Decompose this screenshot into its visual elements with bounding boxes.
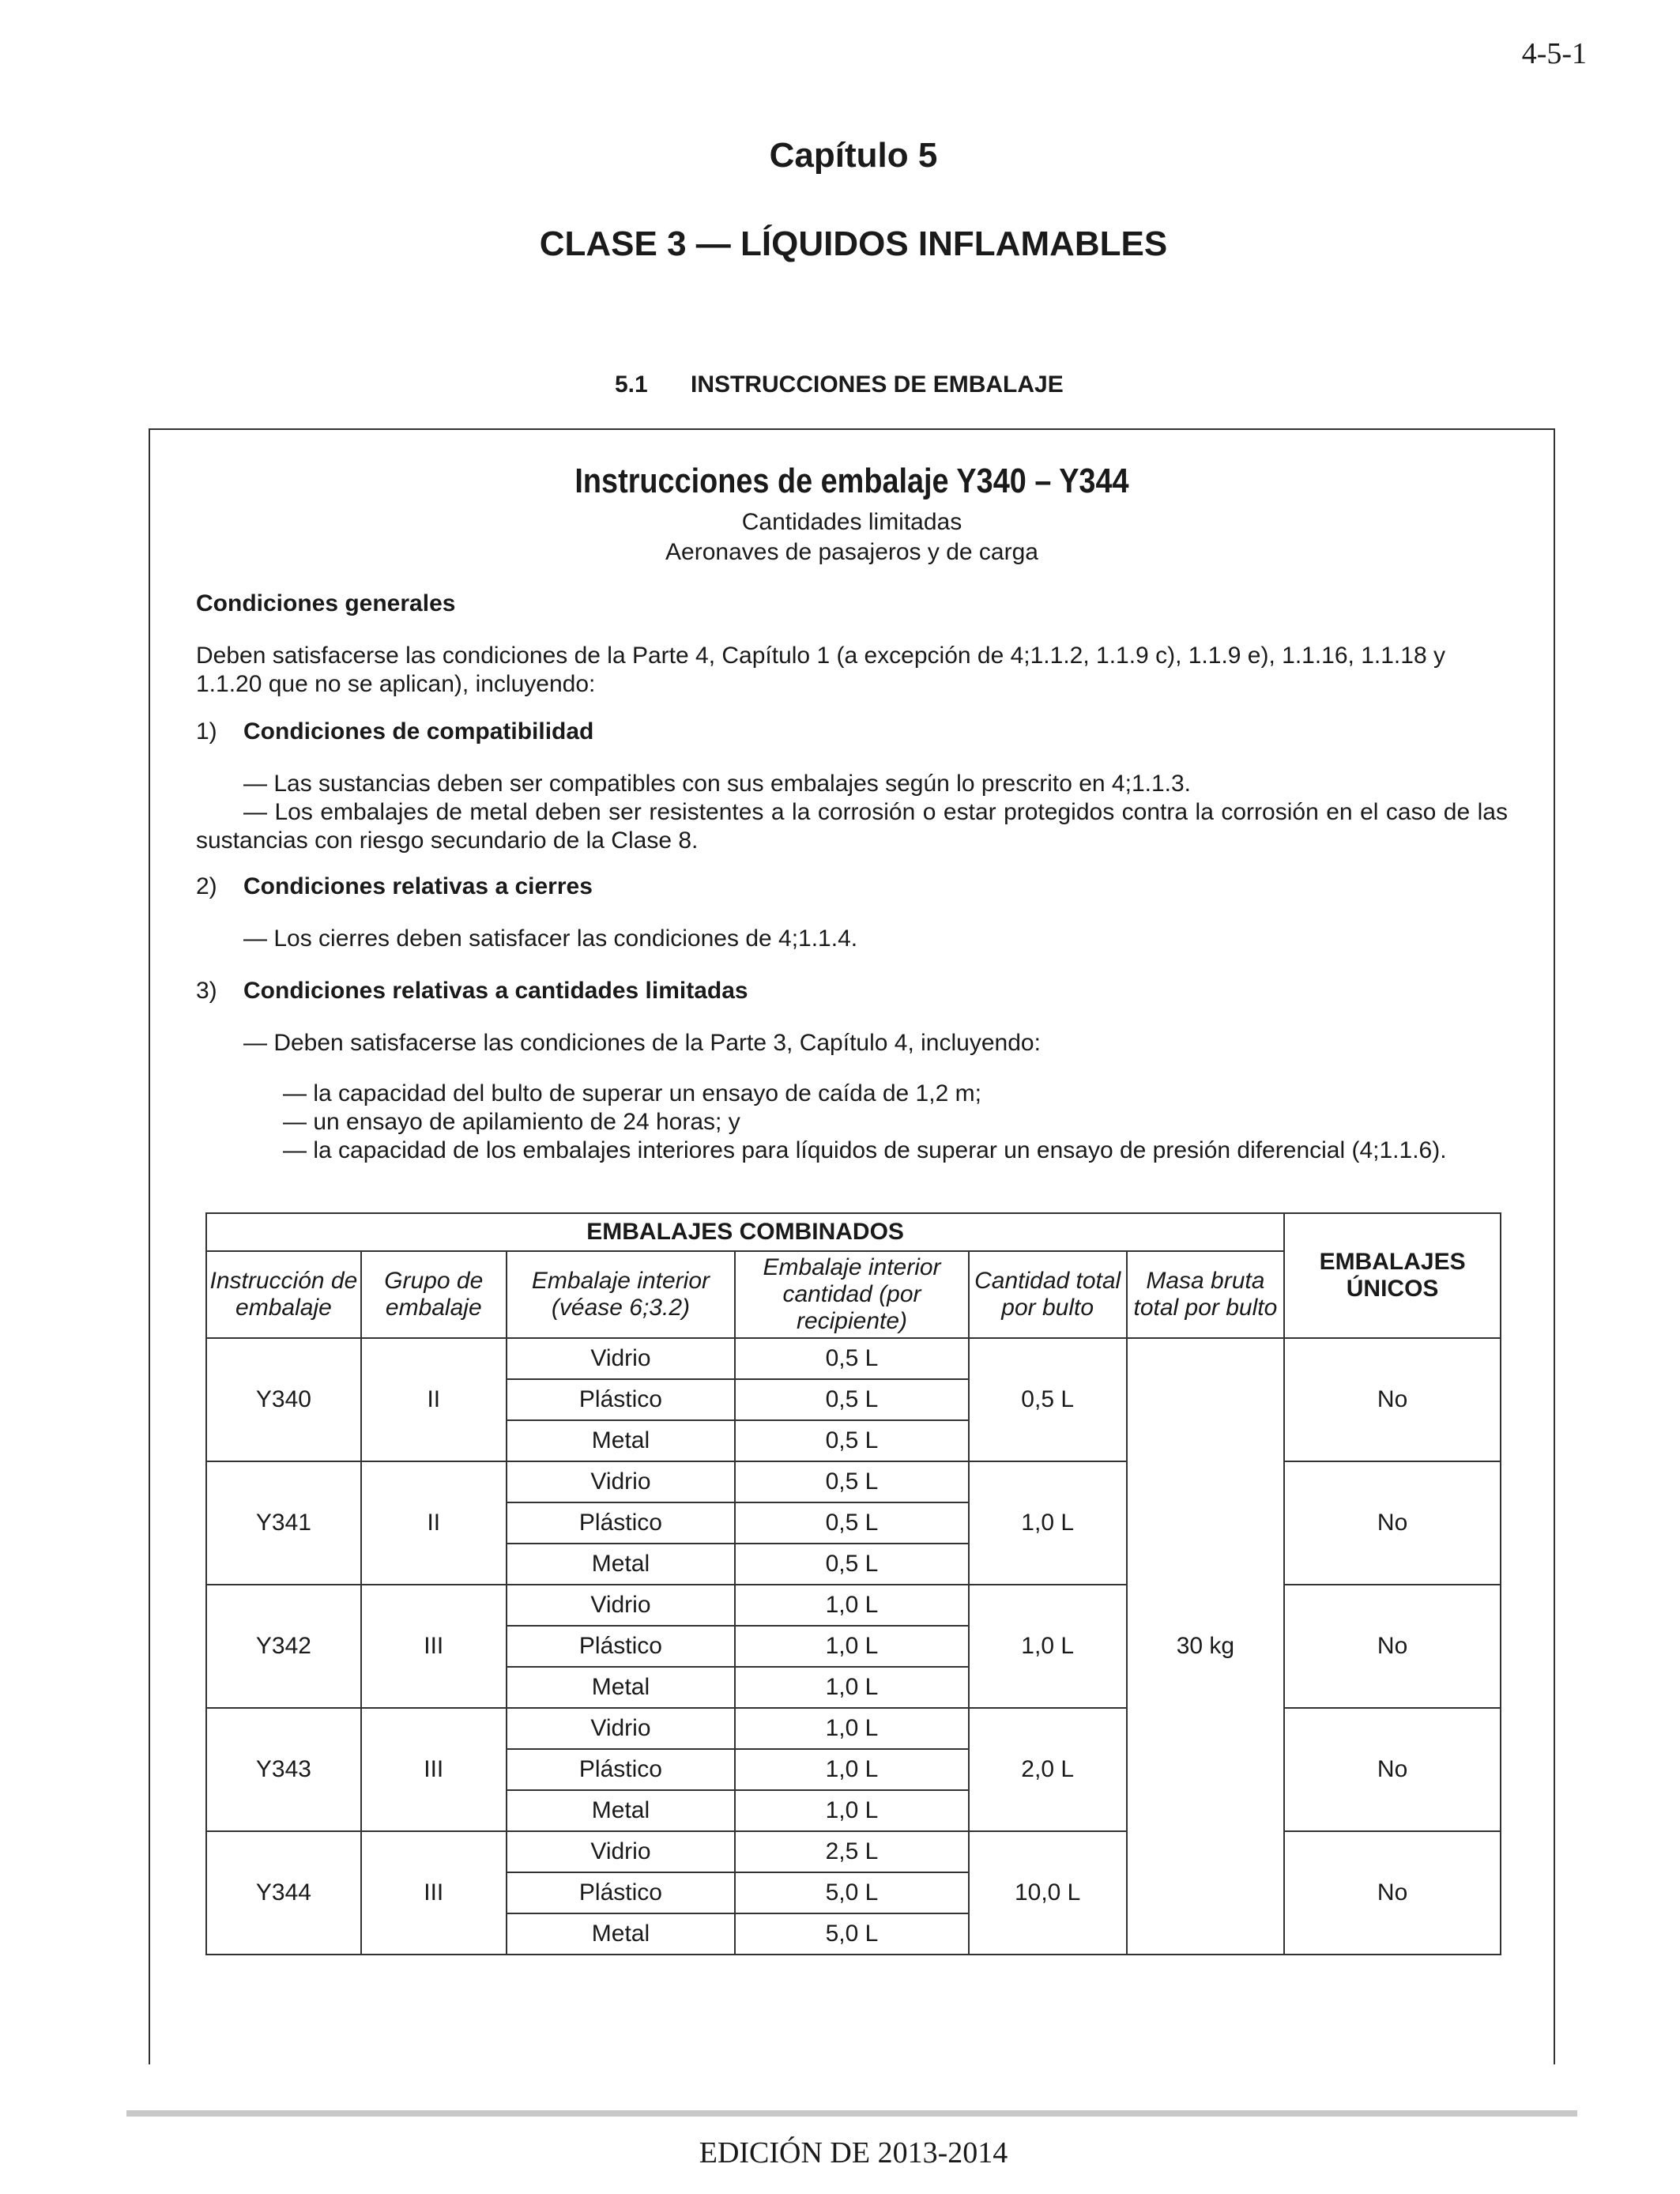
inner-qty-cell: 1,0 L: [735, 1626, 969, 1667]
col-inner-header: Embalaje interior (véase 6;3.2): [507, 1251, 736, 1338]
item-number: 1): [196, 718, 217, 745]
inner-qty-cell: 5,0 L: [735, 1913, 969, 1955]
single-packaging-cell: No: [1284, 1831, 1501, 1955]
group-cell: II: [361, 1338, 507, 1461]
item-heading: Condiciones relativas a cierres: [243, 873, 593, 899]
instruction-cell: Y343: [206, 1708, 361, 1831]
inner-type-cell: Plástico: [507, 1872, 736, 1913]
limited-quantities-sub-3: — la capacidad de los embalajes interiores para líquidos de superar un ensayo de presión diferencial (4;1.1.6).: [283, 1137, 1447, 1163]
col-instruction-header: Instrucción de embalaje: [206, 1251, 361, 1338]
inner-type-cell: Metal: [507, 1667, 736, 1708]
total-qty-cell: 0,5 L: [969, 1338, 1127, 1461]
class-title: CLASE 3 — LÍQUIDOS INFLAMABLES: [539, 224, 1168, 263]
total-qty-cell: 1,0 L: [969, 1585, 1127, 1708]
total-qty-cell: 10,0 L: [969, 1831, 1127, 1955]
col-group-header: Grupo de embalaje: [361, 1251, 507, 1338]
item-number: 3): [196, 978, 217, 1004]
table-row: [206, 1461, 1501, 1502]
box-subtitle-limited: Cantidades limitadas: [741, 509, 962, 535]
inner-type-cell: Plástico: [507, 1626, 736, 1667]
compatibility-bullet-1: — Las sustancias deben ser compatibles con sus embalajes según lo prescrito en 4;1.1.3.: [243, 771, 1192, 797]
inner-type-cell: Metal: [507, 1544, 736, 1585]
footer-rule: [126, 2110, 1577, 2117]
compatibility-bullet-2: — Los embalajes de metal deben ser resistentes a la corrosión o estar protegidos contra la corrosión en el caso de las sustancias con riesgo secundario de la Clase 8.: [196, 799, 1508, 854]
col-gross-mass-header: Masa bruta total por bulto: [1127, 1251, 1285, 1338]
inner-type-cell: Metal: [507, 1790, 736, 1831]
box-subtitle-aircraft: Aeronaves de pasajeros y de carga: [665, 539, 1038, 565]
inner-qty-cell: 0,5 L: [735, 1544, 969, 1585]
table-row: [206, 1585, 1501, 1626]
item-heading: Condiciones relativas a cantidades limitadas: [243, 978, 748, 1004]
gross-mass-cell: 30 kg: [1127, 1338, 1285, 1955]
item-heading: Condiciones de compatibilidad: [243, 718, 594, 745]
inner-qty-cell: 0,5 L: [735, 1502, 969, 1544]
inner-qty-cell: 1,0 L: [735, 1585, 969, 1626]
inner-qty-cell: 0,5 L: [735, 1420, 969, 1461]
limited-quantities-sub-1: — la capacidad del bulto de superar un ensayo de caída de 1,2 m;: [283, 1080, 981, 1106]
inner-type-cell: Vidrio: [507, 1338, 736, 1379]
limited-quantities-heading: [196, 977, 1508, 1005]
chapter-title: Capítulo 5: [769, 136, 938, 175]
group-cell: III: [361, 1831, 507, 1955]
col-total-qty-header: Cantidad total por bulto: [969, 1251, 1127, 1338]
inner-type-cell: Vidrio: [507, 1831, 736, 1872]
group-cell: II: [361, 1461, 507, 1585]
closures-heading: [196, 873, 1508, 901]
inner-type-cell: Plástico: [507, 1502, 736, 1544]
total-qty-cell: 2,0 L: [969, 1708, 1127, 1831]
inner-qty-cell: 0,5 L: [735, 1338, 969, 1379]
total-qty-cell: 1,0 L: [969, 1461, 1127, 1585]
inner-type-cell: Metal: [507, 1913, 736, 1955]
general-conditions-heading: Condiciones generales: [196, 590, 456, 616]
instruction-cell: Y341: [206, 1461, 361, 1585]
inner-type-cell: Vidrio: [507, 1461, 736, 1502]
general-conditions-text: Deben satisfacerse las condiciones de la Parte 4, Capítulo 1 (a excepción de 4;1.1.2, 1.1.9 c), 1.1.9 e), 1.1.16, 1.1.18 y 1.1.20 que no se aplican), incluyendo:: [196, 643, 1445, 697]
single-packaging-cell: No: [1284, 1585, 1501, 1708]
page-number: 4-5-1: [1521, 37, 1587, 70]
single-packaging-cell: No: [1284, 1338, 1501, 1461]
combined-packagings-header: EMBALAJES COMBINADOS: [206, 1213, 1284, 1251]
table-row: [206, 1831, 1501, 1872]
limited-quantities-sub-2: — un ensayo de apilamiento de 24 horas; y: [283, 1109, 740, 1135]
limited-quantities-bullet-1: — Deben satisfacerse las condiciones de la Parte 3, Capítulo 4, incluyendo:: [243, 1030, 1041, 1056]
single-packagings-header: EMBALAJES ÚNICOS: [1284, 1213, 1501, 1338]
single-packaging-cell: No: [1284, 1461, 1501, 1585]
inner-qty-cell: 0,5 L: [735, 1461, 969, 1502]
inner-qty-cell: 2,5 L: [735, 1831, 969, 1872]
instruction-cell: Y344: [206, 1831, 361, 1955]
packaging-table: [205, 1212, 1501, 1955]
table-row: [206, 1338, 1501, 1379]
box-title: Instrucciones de embalaje Y340 – Y344: [574, 462, 1129, 500]
footer-edition: EDICIÓN DE 2013-2014: [699, 2136, 1008, 2169]
inner-qty-cell: 1,0 L: [735, 1749, 969, 1790]
single-packaging-cell: No: [1284, 1708, 1501, 1831]
closures-bullet-1: — Los cierres deben satisfacer las condiciones de 4;1.1.4.: [243, 925, 858, 952]
table-row: [206, 1708, 1501, 1749]
inner-type-cell: Plástico: [507, 1379, 736, 1420]
item-number: 2): [196, 873, 217, 899]
group-cell: III: [361, 1585, 507, 1708]
inner-type-cell: Plástico: [507, 1749, 736, 1790]
inner-type-cell: Vidrio: [507, 1585, 736, 1626]
instruction-cell: Y340: [206, 1338, 361, 1461]
group-cell: III: [361, 1708, 507, 1831]
packing-instructions-box: [149, 428, 1555, 2064]
inner-qty-cell: 1,0 L: [735, 1790, 969, 1831]
inner-qty-cell: 0,5 L: [735, 1379, 969, 1420]
col-inner-qty-header: Embalaje interior cantidad (por recipiente): [735, 1251, 969, 1338]
section-heading: [615, 371, 1064, 398]
section-title: INSTRUCCIONES DE EMBALAJE: [691, 371, 1064, 398]
compatibility-heading: [196, 718, 1508, 746]
inner-type-cell: Vidrio: [507, 1708, 736, 1749]
inner-qty-cell: 1,0 L: [735, 1708, 969, 1749]
inner-qty-cell: 5,0 L: [735, 1872, 969, 1913]
instruction-cell: Y342: [206, 1585, 361, 1708]
section-number: 5.1: [615, 371, 648, 398]
inner-type-cell: Metal: [507, 1420, 736, 1461]
inner-qty-cell: 1,0 L: [735, 1667, 969, 1708]
